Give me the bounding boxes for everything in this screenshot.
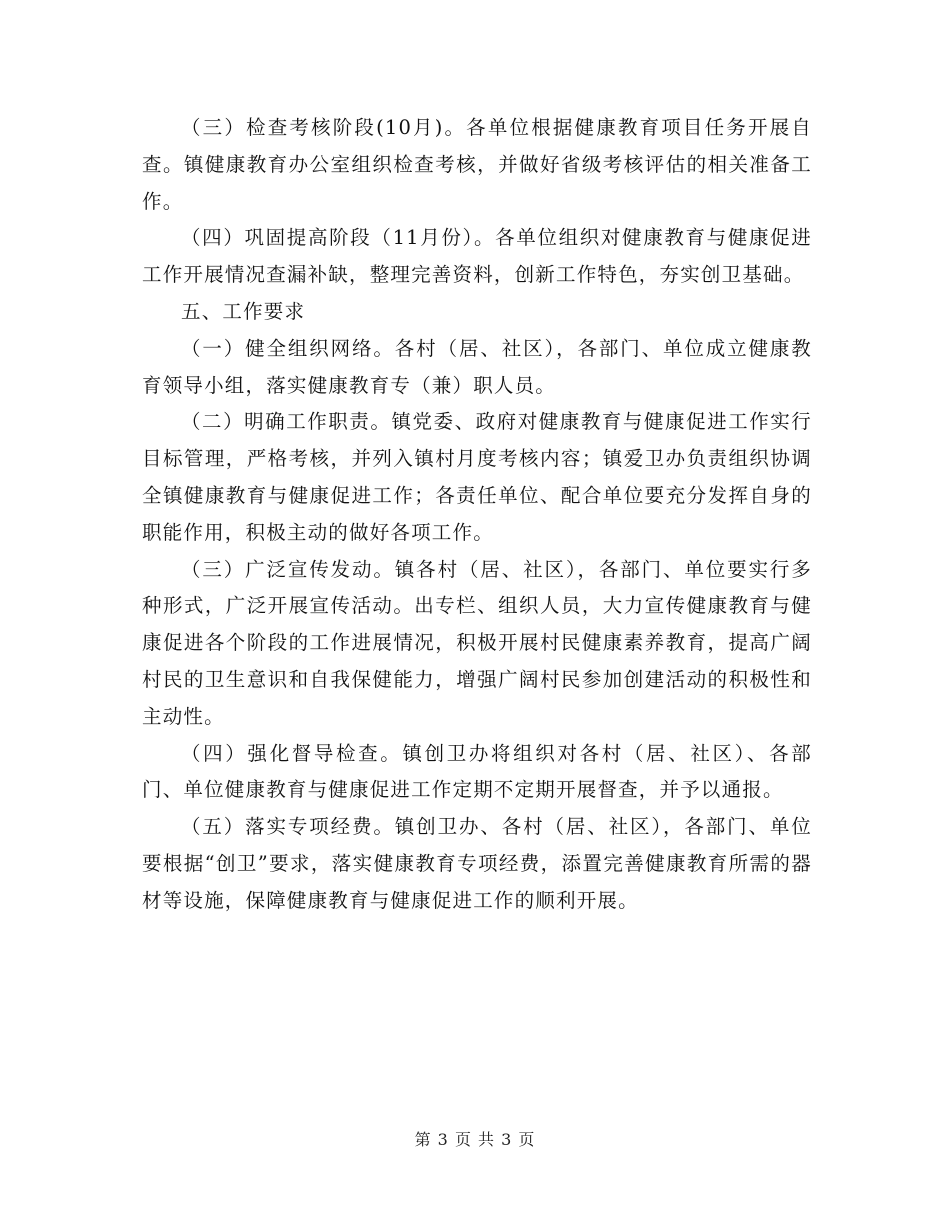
page-number: 第 3 页 共 3 页 xyxy=(414,1130,536,1149)
paragraph-publicity: （三）广泛宣传发动。镇各村（居、社区），各部门、单位要实行多种形式，广泛开展宣传活动。出专栏、组织人员，大力宣传健康教育与健康促进各个阶段的工作进展情况，积极开展村民健康素养教育，提高广阔村民的卫生意识和自我保健能力，增强广阔村民参加创建活动的积极性和主动性。 xyxy=(142,557,812,728)
paragraph-supervision: （四）强化督导检查。镇创卫办将组织对各村（居、社区）、各部门、单位健康教育与健康促进工作定期不定期开展督查，并予以通报。 xyxy=(142,741,812,802)
document-body xyxy=(142,110,812,920)
section-heading-work-requirements: 五、工作要求 xyxy=(181,299,306,323)
paragraph-consolidation-stage: （四）巩固提高阶段（11月份）。各单位组织对健康教育与健康促进工作开展情况查漏补缺，整理完善资料，创新工作特色，夯实创卫基础。 xyxy=(142,226,812,287)
paragraph-funding: （五）落实专项经费。镇创卫办、各村（居、社区），各部门、单位要根据“创卫”要求，落实健康教育专项经费，添置完善健康教育所需的器材等设施，保障健康教育与健康促进工作的顺利开展。 xyxy=(142,815,812,912)
paragraph-work-duties: （二）明确工作职责。镇党委、政府对健康教育与健康促进工作实行目标管理，严格考核，并列入镇村月度考核内容；镇爱卫办负责组织协调全镇健康教育与健康促进工作；各责任单位、配合单位要充分发挥自身的职能作用，积极主动的做好各项工作。 xyxy=(142,410,812,544)
paragraph-organization-network: （一）健全组织网络。各村（居、社区），各部门、单位成立健康教育领导小组，落实健康教育专（兼）职人员。 xyxy=(142,336,812,397)
page-footer xyxy=(0,1127,950,1150)
paragraph-inspection-stage: （三）检查考核阶段(10月)。各单位根据健康教育项目任务开展自查。镇健康教育办公室组织检查考核，并做好省级考核评估的相关准备工作。 xyxy=(142,116,812,213)
